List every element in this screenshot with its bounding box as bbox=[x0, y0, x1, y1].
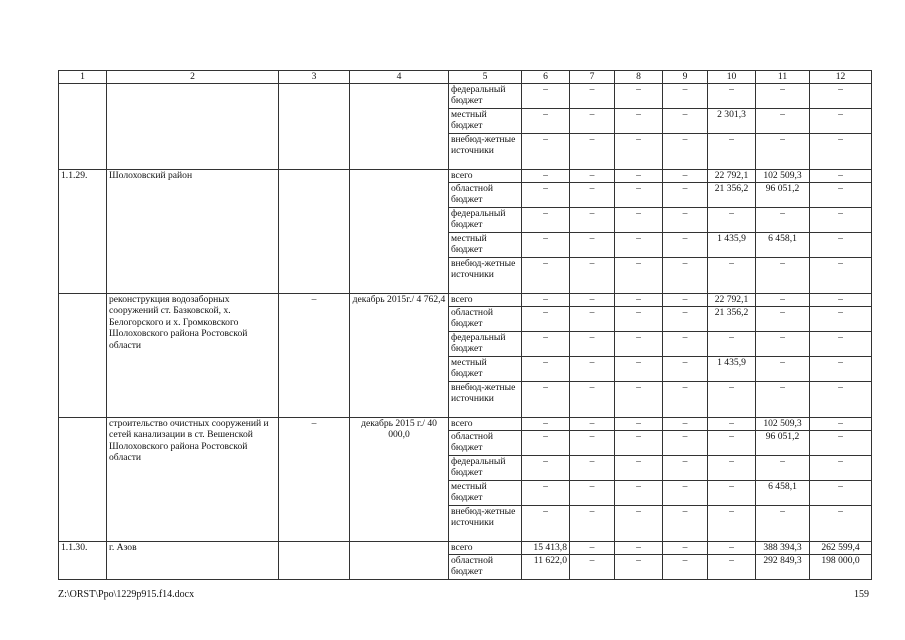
value-cell: – bbox=[570, 258, 615, 294]
funding-source: всего bbox=[449, 294, 522, 307]
value-cell: – bbox=[663, 382, 708, 418]
column-number: 3 bbox=[279, 71, 350, 84]
value-cell: – bbox=[663, 431, 708, 456]
value-cell: – bbox=[615, 84, 663, 109]
value-cell: – bbox=[756, 84, 810, 109]
value-cell: – bbox=[708, 506, 756, 542]
value-cell: – bbox=[708, 332, 756, 357]
deadline-cost bbox=[350, 84, 449, 170]
funding-source: внебюд-жетные источники bbox=[449, 258, 522, 294]
deadline-cost: декабрь 2015г./ 4 762,4 bbox=[350, 294, 449, 418]
value-cell: – bbox=[663, 208, 708, 233]
value-cell: – bbox=[756, 307, 810, 332]
value-cell: – bbox=[810, 382, 872, 418]
funding-source: федеральный бюджет bbox=[449, 456, 522, 481]
value-cell: – bbox=[663, 307, 708, 332]
funding-source: федеральный бюджет bbox=[449, 208, 522, 233]
value-cell: – bbox=[756, 134, 810, 170]
value-cell: – bbox=[570, 233, 615, 258]
value-cell: – bbox=[663, 170, 708, 183]
column-number: 5 bbox=[449, 71, 522, 84]
value-cell: – bbox=[810, 183, 872, 208]
value-cell: – bbox=[570, 418, 615, 431]
header-row bbox=[59, 71, 872, 84]
value-cell: – bbox=[615, 506, 663, 542]
value-cell: – bbox=[522, 183, 570, 208]
funding-source: федеральный бюджет bbox=[449, 84, 522, 109]
value-cell: – bbox=[570, 332, 615, 357]
value-cell: – bbox=[810, 258, 872, 294]
value-cell: – bbox=[615, 481, 663, 506]
value-cell: – bbox=[810, 418, 872, 431]
value-cell: – bbox=[708, 418, 756, 431]
value-cell: – bbox=[810, 134, 872, 170]
value-cell: – bbox=[663, 542, 708, 555]
value-cell: – bbox=[570, 506, 615, 542]
value-cell: – bbox=[708, 258, 756, 294]
value-cell: – bbox=[522, 418, 570, 431]
value-cell: – bbox=[570, 542, 615, 555]
funding-source: местный бюджет bbox=[449, 481, 522, 506]
value-cell: – bbox=[810, 506, 872, 542]
item-name: Шолоховский район bbox=[107, 170, 279, 294]
value-cell: – bbox=[663, 357, 708, 382]
funding-source: местный бюджет bbox=[449, 357, 522, 382]
value-cell: – bbox=[522, 431, 570, 456]
value-cell: – bbox=[663, 258, 708, 294]
value-cell: – bbox=[663, 84, 708, 109]
value-cell: – bbox=[810, 233, 872, 258]
value-cell: 388 394,3 bbox=[756, 542, 810, 555]
funding-source: областной бюджет bbox=[449, 183, 522, 208]
value-cell: – bbox=[708, 481, 756, 506]
column-number: 8 bbox=[615, 71, 663, 84]
value-cell: – bbox=[756, 382, 810, 418]
value-cell: – bbox=[708, 208, 756, 233]
value-cell: – bbox=[570, 555, 615, 580]
value-cell: – bbox=[663, 456, 708, 481]
value-cell: – bbox=[615, 170, 663, 183]
value-cell: – bbox=[615, 208, 663, 233]
value-cell: – bbox=[570, 357, 615, 382]
value-cell: – bbox=[522, 481, 570, 506]
value-cell: 102 509,3 bbox=[756, 170, 810, 183]
row-number bbox=[59, 84, 107, 170]
column-number: 12 bbox=[810, 71, 872, 84]
value-cell: – bbox=[615, 357, 663, 382]
value-cell: – bbox=[663, 418, 708, 431]
value-cell: – bbox=[615, 555, 663, 580]
value-cell: – bbox=[663, 555, 708, 580]
value-cell: – bbox=[708, 456, 756, 481]
col3-cell: – bbox=[279, 294, 350, 418]
value-cell: 6 458,1 bbox=[756, 481, 810, 506]
value-cell: – bbox=[663, 134, 708, 170]
col3-cell bbox=[279, 170, 350, 294]
table-row bbox=[59, 84, 872, 109]
value-cell: – bbox=[522, 307, 570, 332]
value-cell: – bbox=[570, 481, 615, 506]
value-cell: – bbox=[570, 84, 615, 109]
value-cell: – bbox=[708, 431, 756, 456]
col3-cell bbox=[279, 542, 350, 580]
value-cell: – bbox=[756, 332, 810, 357]
col3-cell bbox=[279, 84, 350, 170]
value-cell: 1 435,9 bbox=[708, 233, 756, 258]
value-cell: – bbox=[570, 456, 615, 481]
value-cell: – bbox=[663, 481, 708, 506]
value-cell: – bbox=[570, 431, 615, 456]
value-cell: – bbox=[708, 542, 756, 555]
value-cell: – bbox=[756, 109, 810, 134]
value-cell: 21 356,2 bbox=[708, 307, 756, 332]
value-cell: 6 458,1 bbox=[756, 233, 810, 258]
value-cell: – bbox=[522, 170, 570, 183]
value-cell: 22 792,1 bbox=[708, 294, 756, 307]
value-cell: – bbox=[810, 84, 872, 109]
value-cell: – bbox=[522, 134, 570, 170]
funding-source: всего bbox=[449, 418, 522, 431]
value-cell: – bbox=[570, 134, 615, 170]
value-cell: – bbox=[756, 258, 810, 294]
value-cell: – bbox=[615, 294, 663, 307]
value-cell: 198 000,0 bbox=[810, 555, 872, 580]
value-cell: – bbox=[570, 208, 615, 233]
value-cell: – bbox=[708, 555, 756, 580]
value-cell: – bbox=[756, 208, 810, 233]
column-number: 9 bbox=[663, 71, 708, 84]
value-cell: – bbox=[522, 382, 570, 418]
value-cell: 96 051,2 bbox=[756, 431, 810, 456]
value-cell: 96 051,2 bbox=[756, 183, 810, 208]
value-cell: – bbox=[708, 84, 756, 109]
funding-source: федеральный бюджет bbox=[449, 332, 522, 357]
value-cell: – bbox=[810, 294, 872, 307]
value-cell: 15 413,8 bbox=[522, 542, 570, 555]
value-cell: – bbox=[522, 258, 570, 294]
funding-source: внебюд-жетные источники bbox=[449, 382, 522, 418]
deadline-cost: декабрь 2015 г./ 40 000,0 bbox=[350, 418, 449, 542]
value-cell: – bbox=[810, 481, 872, 506]
column-number: 1 bbox=[59, 71, 107, 84]
funding-source: областной бюджет bbox=[449, 431, 522, 456]
value-cell: 21 356,2 bbox=[708, 183, 756, 208]
value-cell: – bbox=[615, 183, 663, 208]
value-cell: – bbox=[615, 456, 663, 481]
value-cell: 102 509,3 bbox=[756, 418, 810, 431]
value-cell: – bbox=[810, 357, 872, 382]
row-number: 1.1.30. bbox=[59, 542, 107, 580]
value-cell: – bbox=[615, 109, 663, 134]
row-number: 1.1.29. bbox=[59, 170, 107, 294]
value-cell: – bbox=[570, 294, 615, 307]
row-number bbox=[59, 294, 107, 418]
value-cell: – bbox=[615, 332, 663, 357]
value-cell: – bbox=[570, 170, 615, 183]
funding-source: внебюд-жетные источники bbox=[449, 506, 522, 542]
funding-source: местный бюджет bbox=[449, 109, 522, 134]
page-number: 159 bbox=[854, 589, 869, 600]
value-cell: – bbox=[810, 332, 872, 357]
value-cell: – bbox=[615, 418, 663, 431]
item-name: реконструкция водозаборных сооружений ст. Базковской, х. Белогорского и х. Громковского Шолоховского района Ростовской области bbox=[107, 294, 279, 418]
value-cell: – bbox=[810, 170, 872, 183]
value-cell: – bbox=[615, 382, 663, 418]
table-row bbox=[59, 418, 872, 431]
value-cell: – bbox=[810, 208, 872, 233]
funding-source: всего bbox=[449, 170, 522, 183]
value-cell: 292 849,3 bbox=[756, 555, 810, 580]
value-cell: 2 301,3 bbox=[708, 109, 756, 134]
value-cell: – bbox=[570, 183, 615, 208]
funding-source: областной бюджет bbox=[449, 307, 522, 332]
item-name: строительство очистных сооружений и сетей канализации в ст. Вешенской Шолоховского района Ростовской области bbox=[107, 418, 279, 542]
value-cell: – bbox=[522, 506, 570, 542]
value-cell: – bbox=[663, 506, 708, 542]
value-cell: 11 622,0 bbox=[522, 555, 570, 580]
value-cell: – bbox=[615, 233, 663, 258]
column-number: 10 bbox=[708, 71, 756, 84]
value-cell: – bbox=[615, 542, 663, 555]
value-cell: 1 435,9 bbox=[708, 357, 756, 382]
value-cell: 262 599,4 bbox=[810, 542, 872, 555]
value-cell: – bbox=[615, 258, 663, 294]
column-number: 11 bbox=[756, 71, 810, 84]
value-cell: – bbox=[522, 294, 570, 307]
value-cell: – bbox=[756, 506, 810, 542]
value-cell: – bbox=[663, 233, 708, 258]
value-cell: – bbox=[522, 357, 570, 382]
value-cell: – bbox=[810, 456, 872, 481]
table-row bbox=[59, 170, 872, 183]
value-cell: – bbox=[615, 134, 663, 170]
funding-source: областной бюджет bbox=[449, 555, 522, 580]
value-cell: – bbox=[570, 109, 615, 134]
value-cell: – bbox=[663, 294, 708, 307]
value-cell: – bbox=[810, 307, 872, 332]
budget-table bbox=[58, 70, 872, 580]
value-cell: – bbox=[756, 357, 810, 382]
value-cell: – bbox=[522, 332, 570, 357]
column-number: 6 bbox=[522, 71, 570, 84]
value-cell: – bbox=[522, 208, 570, 233]
value-cell: – bbox=[810, 431, 872, 456]
value-cell: – bbox=[756, 456, 810, 481]
deadline-cost bbox=[350, 170, 449, 294]
deadline-cost bbox=[350, 542, 449, 580]
funding-source: внебюд-жетные источники bbox=[449, 134, 522, 170]
value-cell: – bbox=[570, 307, 615, 332]
item-name bbox=[107, 84, 279, 170]
file-path: Z:\ORST\Ppo\1229p915.f14.docx bbox=[58, 589, 195, 600]
value-cell: – bbox=[615, 431, 663, 456]
value-cell: 22 792,1 bbox=[708, 170, 756, 183]
column-number: 7 bbox=[570, 71, 615, 84]
value-cell: – bbox=[663, 332, 708, 357]
value-cell: – bbox=[708, 134, 756, 170]
funding-source: всего bbox=[449, 542, 522, 555]
value-cell: – bbox=[522, 84, 570, 109]
col3-cell: – bbox=[279, 418, 350, 542]
item-name: г. Азов bbox=[107, 542, 279, 580]
value-cell: – bbox=[522, 456, 570, 481]
funding-source: местный бюджет bbox=[449, 233, 522, 258]
value-cell: – bbox=[570, 382, 615, 418]
value-cell: – bbox=[810, 109, 872, 134]
value-cell: – bbox=[663, 183, 708, 208]
column-number: 2 bbox=[107, 71, 279, 84]
value-cell: – bbox=[522, 109, 570, 134]
table-row bbox=[59, 294, 872, 307]
row-number bbox=[59, 418, 107, 542]
value-cell: – bbox=[708, 382, 756, 418]
value-cell: – bbox=[663, 109, 708, 134]
table-row bbox=[59, 542, 872, 555]
value-cell: – bbox=[522, 233, 570, 258]
value-cell: – bbox=[615, 307, 663, 332]
value-cell: – bbox=[756, 294, 810, 307]
column-number: 4 bbox=[350, 71, 449, 84]
